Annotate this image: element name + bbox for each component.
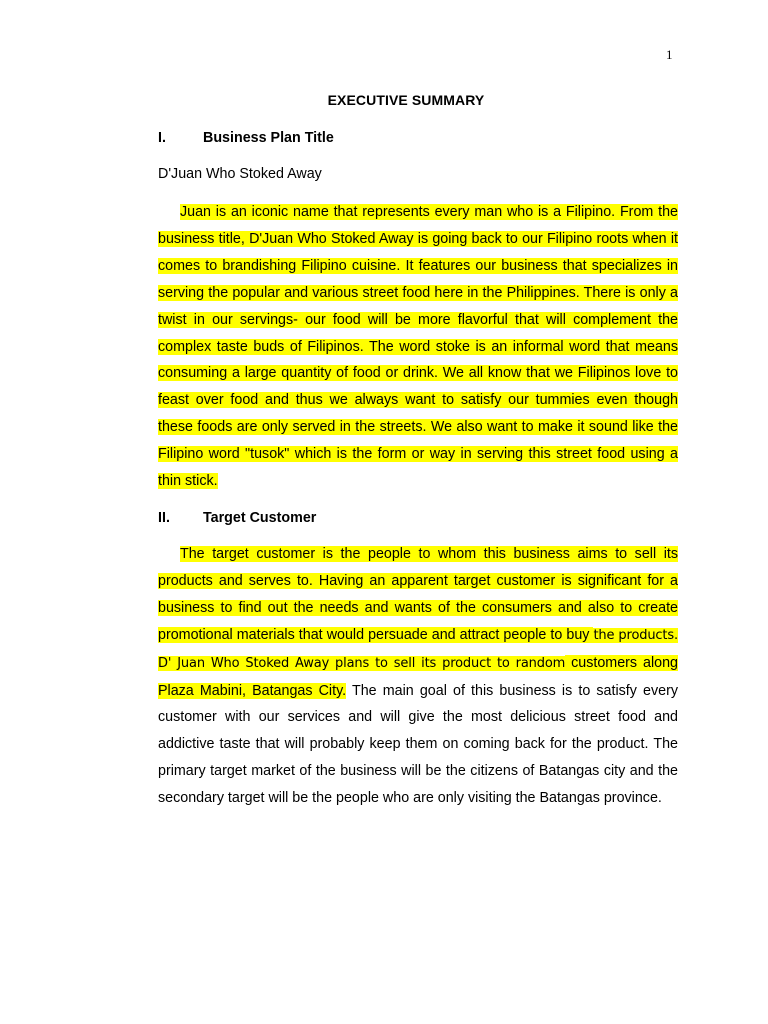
business-plan-paragraph <box>158 199 678 495</box>
section-numeral: I. <box>158 130 166 146</box>
page-number: 1 <box>666 47 673 62</box>
page-title: EXECUTIVE SUMMARY <box>327 92 485 108</box>
section-heading-text: Target Customer <box>203 510 317 526</box>
highlighted-text: Juan is an iconic name that represents every man who is a Filipino. From the business title, D'Juan Who Stoked Away is going back to our Filipino roots when it comes to brandishing Filipino cuisine. It features our business that specializes in serving the popular and various street food here in the Philippines. There is only a twist in our servings- our food will be more flavorful that will complement the complex taste buds of Filipinos. The word stoke is an informal word that means consuming a large quantity of food or drink. We all know that we Filipinos love to feast over food and thus we always want to satisfy our tummies even though these foods are only served in the streets. We also want to make it sound like the Filipino word "tusok" which is the form or way in serving this street food using a thin stick. <box>158 204 678 490</box>
plain-text: The main goal of this business is to satisfy every customer with our services and will give the most delicious street food and addictive taste that will probably keep them on coming back for the product. The primary target market of the business will be the citizens of Batangas city and the secondary target will be the people who are only visiting the Batangas province. <box>158 682 678 807</box>
section-heading-business-plan-title <box>158 130 334 146</box>
section-numeral: II. <box>158 510 170 526</box>
target-customer-paragraph <box>158 541 678 812</box>
highlighted-text: The target customer is the people to whom this business aims to sell its products and serves to. Having an apparent target customer is significant for a business to find out the needs and wants of the consumers and also to create promotional materials that would persuade and attract people to buy <box>158 546 678 643</box>
highlighted-text: customers along Plaza Mabini, Batangas City. <box>158 654 678 699</box>
highlighted-text-alt-font: the products. D' Juan Who Stoked Away plans to sell its product to random <box>158 627 678 671</box>
section-heading-text: Business Plan Title <box>203 130 334 146</box>
section-heading-target-customer <box>158 510 316 526</box>
business-plan-name: D'Juan Who Stoked Away <box>158 166 322 182</box>
